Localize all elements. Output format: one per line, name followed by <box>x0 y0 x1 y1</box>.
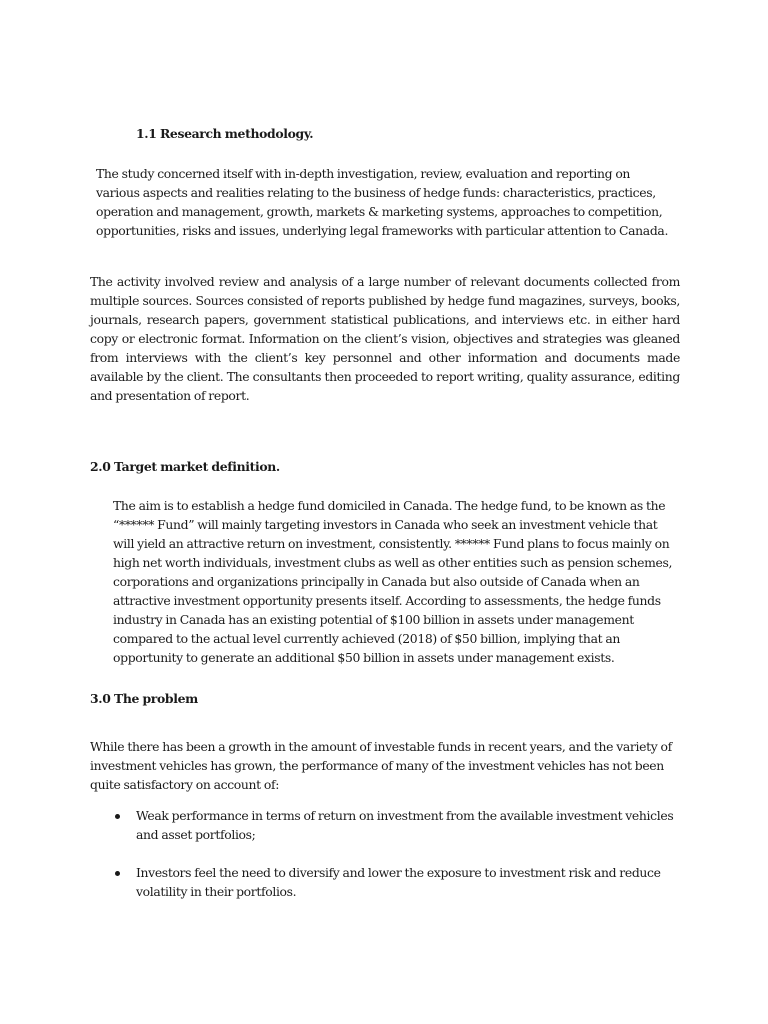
bullet-icon <box>115 814 120 819</box>
bullet-text: Weak performance in terms of return on investment from the available investment vehicles and asset portfolios; <box>136 808 674 842</box>
heading-research-methodology: 1.1 Research methodology. <box>136 126 314 141</box>
list-item <box>90 863 680 901</box>
bullet-text: Investors feel the need to diversify and lower the exposure to investment risk and reduce volatility in their portfolios. <box>136 865 661 899</box>
paragraph-target-market: The aim is to establish a hedge fund domiciled in Canada. The hedge fund, to be known as the “****** Fund” will mainly targeting investors in Canada who seek an investment vehicle that will yield an attractive return on investment, consistently. ****** Fund plans to focus mainly on high net worth individuals, investment clubs as well as other entities such as pension schemes, corporations and organizations principally in Canada but also outside of Canada when an attractive investment opportunity presents itself. According to assessments, the hedge funds industry in Canada has an existing potential of $100 billion in assets under management compared to the actual level currently achieved (2018) of $50 billion, implying that an opportunity to generate an additional $50 billion in assets under management exists. <box>113 498 673 665</box>
heading-target-market: 2.0 Target market definition. <box>90 459 280 474</box>
paragraph-activity-review: The activity involved review and analysis of a large number of relevant documents collected from multiple sources. Sources consisted of reports published by hedge fund magazines, surveys, books, journals, research papers, government statistical publications, and interviews etc. in either hard copy or electronic format. Information on the client’s vision, objectives and strategies was gleaned from interviews with the client’s key personnel and other information and documents made available by the client. The consultants then proceeded to report writing, quality assurance, editing and presentation of report. <box>90 274 680 403</box>
bullet-icon <box>115 871 120 876</box>
problem-bullet-list <box>90 806 680 901</box>
list-item <box>90 806 680 844</box>
paragraph-study-scope: The study concerned itself with in-depth investigation, review, evaluation and reporting on various aspects and realities relating to the business of hedge funds: characteristics, practices, operation and management, growth, markets & marketing systems, approaches to competition, opportunities, risks and issues, underlying legal frameworks with particular attention to Canada. <box>96 166 669 238</box>
heading-problem: 3.0 The problem <box>90 691 198 706</box>
paragraph-problem: While there has been a growth in the amount of investable funds in recent years, and the variety of investment vehicles has grown, the performance of many of the investment vehicles has not been quite satisfactory on account of: <box>90 739 672 792</box>
